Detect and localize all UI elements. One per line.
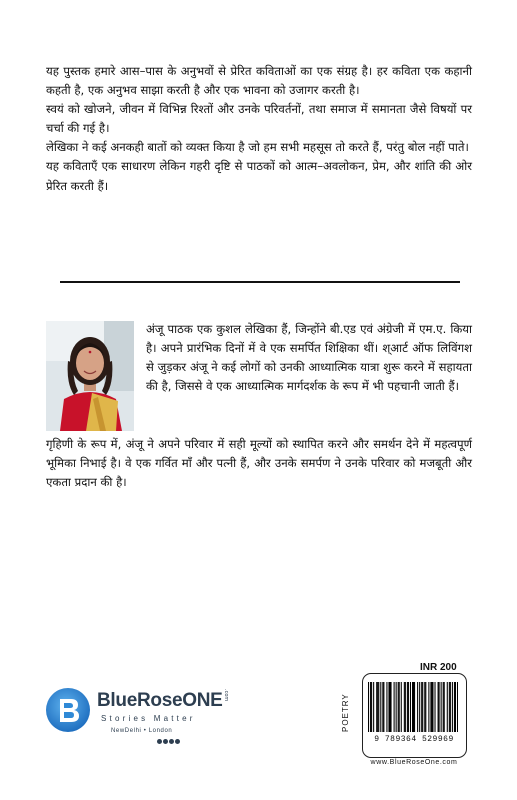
blurb-paragraph-3: लेखिका ने कई अनकही बातों को व्यक्त किया है जो हम सभी महसूस तो करते हैं, परंतु बोल नहीं पाते। xyxy=(46,140,469,155)
publisher-website: www.BlueRoseOne.com xyxy=(370,759,458,766)
blurb-paragraph-1: यह पुस्तक हमारे आस–पास के अनुभवों से प्रेरित कविताओं का एक संग्रह है। हर कविता एक कहानी कहती है, एक अनुभव साझा करती है और एक भावना को उजागर करती है। xyxy=(46,64,472,98)
youtube-icon xyxy=(175,739,180,744)
publisher-brand-accent: ONE xyxy=(182,690,223,711)
book-blurb xyxy=(46,62,472,196)
publisher-tagline: Stories Matter xyxy=(101,714,196,723)
blurb-paragraph-2: स्वयं को खोजने, जीवन में विभिन्न रिश्तों और उनके परिवर्तनों, तथा समाज में समानता जैसे विषयों पर चर्चा की गई है। xyxy=(46,102,472,136)
author-photo xyxy=(46,321,134,431)
publisher-brand-main: BlueRose xyxy=(97,690,183,711)
author-bio-intro-text: अंजू पाठक एक कुशल लेखिका हैं, जिन्होंने बी.एड एवं अंग्रेजी में एम.ए. किया है। अपने प्रारंभिक दिनों में वे एक समर्पित शिक्षिका थीं। श्आर्ट ऑफ लिविंगश से जुड़कर अंजू ने कई लोगों को उनकी आध्यात्मिक यात्रा शुरू करने में सहायता की है, जिससे वे एक आध्यात्मिक मार्गदर्शक के रूप में भी पहचानी जाती हैं। xyxy=(146,322,472,394)
bluerose-logo-icon xyxy=(45,687,91,733)
publisher-cities: NewDelhi • London xyxy=(111,728,173,734)
facebook-icon xyxy=(163,739,168,744)
author-bio-continued xyxy=(46,435,472,492)
author-bio-intro xyxy=(146,320,472,396)
isbn-barcode xyxy=(368,682,458,732)
publisher-logo xyxy=(45,687,255,743)
social-media-icons xyxy=(157,739,180,745)
section-divider xyxy=(60,281,460,283)
price-label: INR 200 xyxy=(420,662,457,673)
publisher-brand xyxy=(97,690,223,712)
twitter-icon xyxy=(169,739,174,744)
genre-label: POETRY xyxy=(341,693,350,733)
isbn-number: 9 789364 529969 xyxy=(374,735,454,744)
publisher-brand-suffix: .com xyxy=(223,689,229,702)
author-bio-continued-text: गृहिणी के रूप में, अंजू ने अपने परिवार में सही मूल्यों को स्थापित करने और समर्थन देने में महत्वपूर्ण भूमिका निभाई है। वे एक गर्वित माँ और पत्नी हैं, और उनके समर्पण ने उनके परिवार को मजबूती और एकता प्रदान की है। xyxy=(46,437,472,490)
blurb-paragraph-4: यह कविताएँ एक साधारण लेकिन गहरी दृष्टि से पाठकों को आत्म–अवलोकन, प्रेम, और शांति की ओर प्रेरित करती हैं। xyxy=(46,159,472,193)
instagram-icon xyxy=(157,739,162,744)
